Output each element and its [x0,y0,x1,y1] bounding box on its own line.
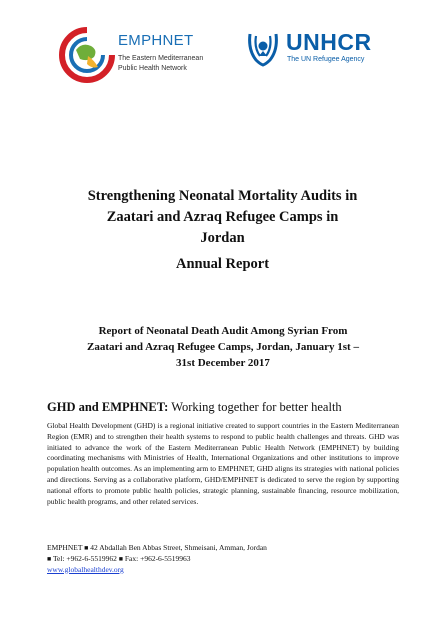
ghd-heading [47,400,407,415]
unhcr-logo [244,28,404,74]
contact-block [47,543,399,575]
title-line-2: Zaatari and Azraq Refugee Camps in [106,209,339,225]
unhcr-name: UNHCR [286,29,372,55]
ghd-paragraph: Global Health Development (GHD) is a regional initiative created to support countries in the Eastern Mediterranean Region (EMR) and to strengthen their health systems to respond to public health challenges and threats. GHD was initiated to advance the work of the Eastern Mediterranean Public Health Network (EMPHNET) by building coordinating mechanisms with Ministries of Health, International Organizations and other institutions to improve population health outcomes. As an implementing arm to EMPHNET, GHD aligns its strategies with national policies and directions. Serving as a collaborative platform, GHD/EMPHNET is dedicated to serve the region by supporting national efforts to promote public health policies, strategic planning, sustainable financing, resource mobilization, public health programs, and other related services. [47,421,399,506]
bullet-square-icon: ■ [84,544,89,552]
contact-tel: Tel: +962-6-5519962 [52,553,117,563]
contact-address-line [47,543,399,554]
contact-phone-line [47,554,399,565]
title-line-3: Jordan [200,230,245,246]
subtitle-line-2: Zaatari and Azraq Refugee Camps, Jordan, January 1st – [87,341,359,353]
header-logos [0,0,445,110]
document-title [40,186,405,249]
unhcr-tagline: The UN Refugee Agency [287,56,365,63]
contact-fax: Fax: +962-6-5519963 [124,553,191,563]
emphnet-subtitle [118,54,228,74]
document-subtitle [48,323,398,371]
contact-org: EMPHNET [47,543,83,552]
ghd-heading-rest: Working together for better health [168,400,342,414]
contact-website-line [47,565,399,576]
emphnet-name: EMPHNET [118,32,194,49]
emphnet-globe-icon [58,26,116,84]
bullet-square-icon: ■ [118,554,123,563]
bullet-square-icon: ■ [47,554,52,563]
title-line-1: Strengthening Neonatal Mortality Audits in [87,188,358,204]
subtitle-line-3: 31st December 2017 [176,357,270,369]
website-link[interactable]: www.globalhealthdev.org [47,564,124,574]
report-type: Annual Report [175,256,270,272]
unhcr-hands-icon [244,28,282,68]
contact-address: 42 Abdallah Ben Abbas Street, Shmeisani, Amman, Jordan [90,543,267,552]
emphnet-subtitle-line1: The Eastern Mediterranean [118,55,204,62]
emphnet-logo [58,22,228,92]
ghd-heading-bold: GHD and EMPHNET: [47,400,169,414]
emphnet-subtitle-line2: Public Health Network [118,65,187,72]
subtitle-line-1: Report of Neonatal Death Audit Among Syrian From [98,325,348,337]
